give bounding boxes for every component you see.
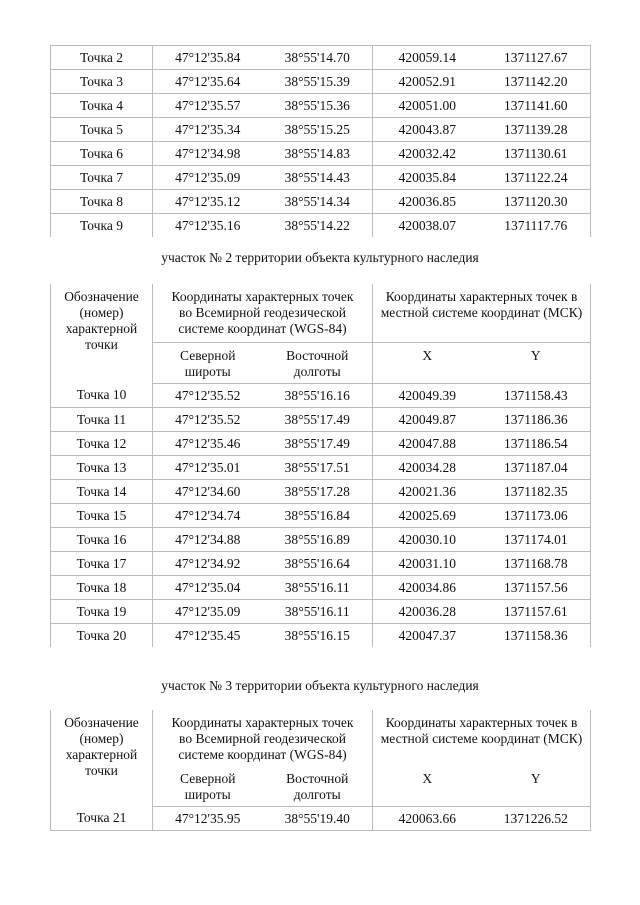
table-row (51, 807, 591, 831)
table3-body (51, 807, 591, 831)
table-row (51, 46, 591, 70)
y-coordinate: 1371174.01 (482, 528, 591, 552)
point-name: Точка 3 (51, 70, 153, 94)
header-lat: Северной широты (153, 343, 263, 384)
longitude: 38°55'16.64 (263, 552, 373, 576)
longitude: 38°55'14.83 (263, 142, 373, 166)
point-name: Точка 4 (51, 94, 153, 118)
y-coordinate: 1371117.76 (482, 214, 591, 238)
x-coordinate: 420063.66 (373, 807, 482, 831)
longitude: 38°55'17.51 (263, 456, 373, 480)
y-coordinate: 1371186.36 (482, 408, 591, 432)
x-coordinate: 420049.87 (373, 408, 482, 432)
table1-body (51, 46, 591, 238)
x-coordinate: 420049.39 (373, 384, 482, 408)
table-row (51, 528, 591, 552)
header-wgs: Координаты характерных точек во Всемирной геодезической системе координат (WGS-84) (153, 284, 373, 343)
point-name: Точка 15 (51, 504, 153, 528)
x-coordinate: 420036.85 (373, 190, 482, 214)
table2-body (51, 384, 591, 648)
longitude: 38°55'16.84 (263, 504, 373, 528)
table-row (51, 118, 591, 142)
longitude: 38°55'16.11 (263, 576, 373, 600)
y-coordinate: 1371157.56 (482, 576, 591, 600)
table-row (51, 600, 591, 624)
longitude: 38°55'16.16 (263, 384, 373, 408)
x-coordinate: 420047.37 (373, 624, 482, 648)
point-name: Точка 18 (51, 576, 153, 600)
coordinates-table-section3 (50, 710, 591, 831)
header-lon: Восточной долготы (263, 768, 373, 807)
longitude: 38°55'17.49 (263, 432, 373, 456)
y-coordinate: 1371142.20 (482, 70, 591, 94)
point-name: Точка 17 (51, 552, 153, 576)
table-row (51, 576, 591, 600)
header-wgs: Координаты характерных точек во Всемирной геодезической системе координат (WGS-84) (171, 715, 354, 762)
latitude: 47°12'34.92 (153, 552, 263, 576)
y-coordinate: 1371158.43 (482, 384, 591, 408)
table-row (51, 432, 591, 456)
header-x: X (373, 343, 482, 384)
latitude: 47°12'34.98 (153, 142, 263, 166)
table-row (51, 190, 591, 214)
point-name: Точка 12 (51, 432, 153, 456)
x-coordinate: 420025.69 (373, 504, 482, 528)
x-coordinate: 420043.87 (373, 118, 482, 142)
latitude: 47°12'35.95 (153, 807, 263, 831)
y-coordinate: 1371139.28 (482, 118, 591, 142)
table-row (51, 214, 591, 238)
longitude: 38°55'16.15 (284, 627, 350, 643)
table-row (51, 456, 591, 480)
point-name: Точка 9 (51, 214, 153, 238)
longitude: 38°55'16.11 (263, 600, 373, 624)
point-name: Точка 13 (51, 456, 153, 480)
section3-heading: участок № 3 территории объекта культурного наследия (161, 678, 479, 693)
point-name: Точка 14 (51, 480, 153, 504)
table-row (51, 142, 591, 166)
latitude: 47°12'35.12 (153, 190, 263, 214)
latitude: 47°12'34.74 (153, 504, 263, 528)
longitude: 38°55'15.39 (263, 70, 373, 94)
x-coordinate: 420052.91 (373, 70, 482, 94)
latitude: 47°12'35.46 (153, 432, 263, 456)
y-coordinate: 1371186.54 (482, 432, 591, 456)
latitude: 47°12'35.01 (153, 456, 263, 480)
y-coordinate: 1371122.24 (482, 166, 591, 190)
x-coordinate: 420051.00 (373, 94, 482, 118)
y-coordinate: 1371168.78 (482, 552, 591, 576)
table-row (51, 166, 591, 190)
point-name: Точка 5 (51, 118, 153, 142)
y-coordinate: 1371187.04 (482, 456, 591, 480)
point-name: Точка 8 (51, 190, 153, 214)
table-row (51, 384, 591, 408)
point-name: Точка 16 (51, 528, 153, 552)
point-name: Точка 11 (51, 408, 153, 432)
latitude: 47°12'35.84 (153, 46, 263, 70)
x-coordinate: 420035.84 (373, 166, 482, 190)
longitude: 38°55'14.22 (284, 217, 350, 233)
header-lat: Северной широты (153, 768, 263, 807)
y-coordinate: 1371141.60 (482, 94, 591, 118)
x-coordinate: 420031.10 (373, 552, 482, 576)
longitude: 38°55'17.49 (263, 408, 373, 432)
y-coordinate: 1371127.67 (482, 46, 591, 70)
latitude: 47°12'35.09 (153, 600, 263, 624)
table-header-row (51, 710, 591, 768)
longitude: 38°55'15.36 (263, 94, 373, 118)
coordinates-table-section2 (50, 284, 591, 647)
latitude: 47°12'35.52 (153, 384, 263, 408)
latitude: 47°12'35.45 (175, 627, 241, 643)
latitude: 47°12'35.34 (153, 118, 263, 142)
longitude: 38°55'19.40 (263, 807, 373, 831)
x-coordinate: 420030.10 (373, 528, 482, 552)
x-coordinate: 420038.07 (373, 214, 482, 238)
x-coordinate: 420059.14 (373, 46, 482, 70)
point-name: Точка 21 (51, 807, 153, 831)
x-coordinate: 420034.28 (373, 456, 482, 480)
y-coordinate: 1371158.36 (482, 624, 591, 648)
point-name: Точка 2 (51, 46, 153, 70)
point-name: Точка 19 (51, 600, 153, 624)
y-coordinate: 1371157.61 (482, 600, 591, 624)
y-coordinate: 1371226.52 (482, 807, 591, 831)
header-designation: Обозначение (номер) характерной точки (51, 710, 153, 807)
y-coordinate: 1371120.30 (482, 190, 591, 214)
table-row (51, 552, 591, 576)
table-row (51, 504, 591, 528)
point-name: Точка 20 (51, 624, 153, 648)
table-row (51, 480, 591, 504)
longitude: 38°55'14.70 (263, 46, 373, 70)
x-coordinate: 420036.28 (373, 600, 482, 624)
y-coordinate: 1371130.61 (482, 142, 591, 166)
latitude: 47°12'35.57 (153, 94, 263, 118)
latitude: 47°12'34.60 (153, 480, 263, 504)
point-name: Точка 10 (51, 384, 153, 408)
x-coordinate: 420032.42 (373, 142, 482, 166)
y-coordinate: 1371182.35 (482, 480, 591, 504)
coordinates-table-part1 (50, 45, 591, 237)
latitude: 47°12'34.88 (153, 528, 263, 552)
latitude: 47°12'35.09 (153, 166, 263, 190)
point-name: Точка 6 (51, 142, 153, 166)
table-row (51, 408, 591, 432)
x-coordinate: 420047.88 (373, 432, 482, 456)
latitude: 47°12'35.64 (153, 70, 263, 94)
latitude: 47°12'35.04 (153, 576, 263, 600)
point-name: Точка 7 (51, 166, 153, 190)
latitude: 47°12'35.52 (153, 408, 263, 432)
table-row (51, 70, 591, 94)
latitude: 47°12'35.16 (175, 217, 241, 233)
header-lon: Восточной долготы (263, 343, 373, 384)
y-coordinate: 1371173.06 (482, 504, 591, 528)
table-header-row (51, 284, 591, 343)
longitude: 38°55'15.25 (263, 118, 373, 142)
header-designation: Обозначение (номер) характерной точки (51, 284, 153, 384)
x-coordinate: 420034.86 (373, 576, 482, 600)
longitude: 38°55'14.34 (263, 190, 373, 214)
section2-heading: участок № 2 территории объекта культурного наследия (161, 250, 479, 265)
longitude: 38°55'16.89 (263, 528, 373, 552)
header-y: Y (482, 343, 591, 384)
longitude: 38°55'14.43 (263, 166, 373, 190)
x-coordinate: 420021.36 (373, 480, 482, 504)
header-msk: Координаты характерных точек в местной системе координат (МСК) (373, 284, 591, 343)
header-y: Y (482, 768, 591, 807)
table-row (51, 624, 591, 648)
longitude: 38°55'17.28 (263, 480, 373, 504)
header-msk: Координаты характерных точек в местной системе координат (МСК) (373, 710, 591, 768)
header-x: X (373, 768, 482, 807)
table-row (51, 94, 591, 118)
